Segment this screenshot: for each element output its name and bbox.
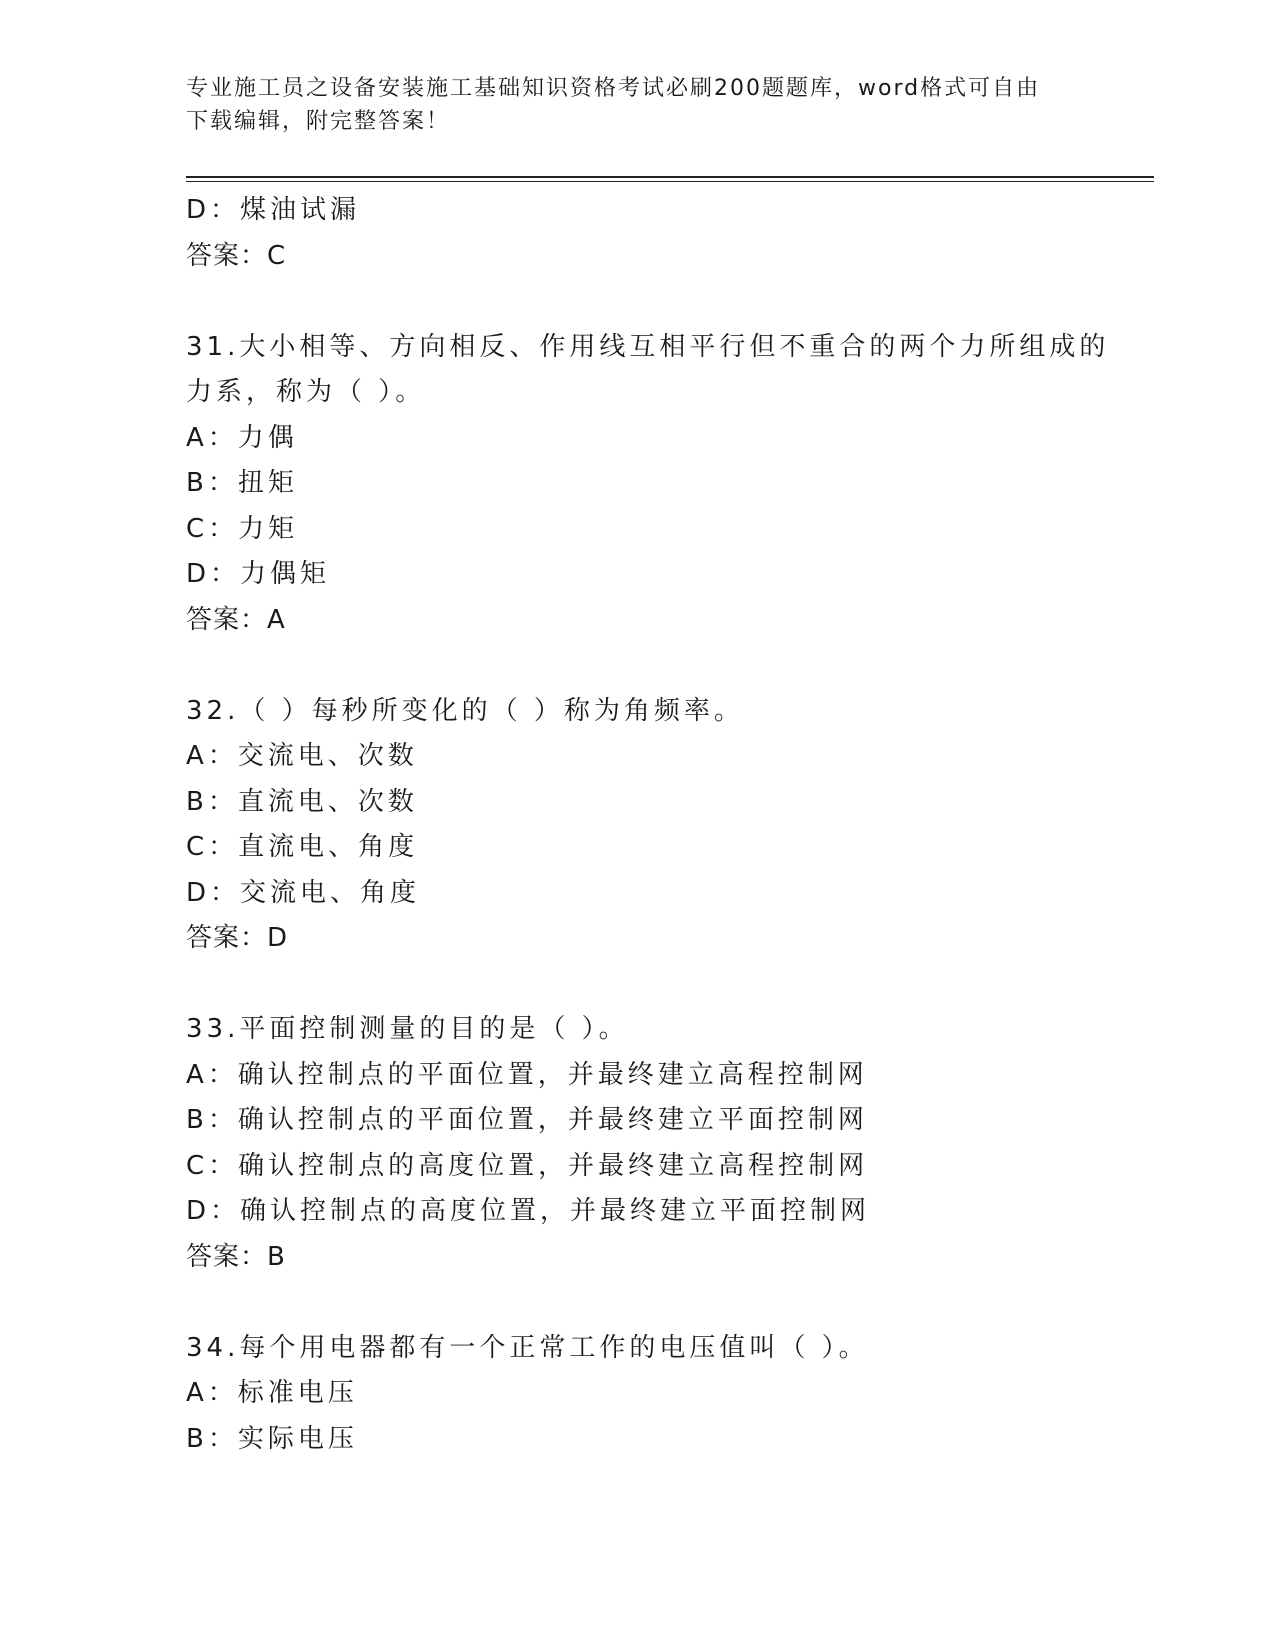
question-list xyxy=(186,188,1126,1462)
option-b: B：确认控制点的平面位置，并最终建立平面控制网 xyxy=(186,1105,868,1135)
answer-line: 答案：D xyxy=(186,923,289,953)
option-c: C：力矩 xyxy=(186,513,299,544)
answer-line: 答案：C xyxy=(186,240,287,271)
option-c: C：直流电、角度 xyxy=(186,832,419,862)
option-d: D：交流电、角度 xyxy=(186,877,421,908)
option-c: C：确认控制点的高度位置，并最终建立高程控制网 xyxy=(186,1150,869,1181)
answer-line: 答案：B xyxy=(186,1241,286,1272)
option-d: D：煤油试漏 xyxy=(186,195,361,225)
option-b: B：实际电压 xyxy=(186,1423,358,1454)
question-34 xyxy=(186,1326,1126,1463)
previous-question-tail xyxy=(186,188,1126,279)
document-header xyxy=(186,72,1086,138)
header-line-2: 下载编辑，附完整答案！ xyxy=(186,109,451,134)
option-b: B：直流电、次数 xyxy=(186,786,418,817)
question-32 xyxy=(186,689,1126,962)
option-a: A：确认控制点的平面位置，并最终建立高程控制网 xyxy=(186,1059,868,1090)
option-d: D：力偶矩 xyxy=(186,559,331,589)
option-b: B：扭矩 xyxy=(186,468,298,498)
header-divider-thin xyxy=(186,181,1154,182)
question-text: 34.每个用电器都有一个正常工作的电压值叫（ ）。 xyxy=(186,1332,869,1363)
spacer xyxy=(186,279,1126,325)
header-divider-thick xyxy=(186,176,1154,178)
spacer xyxy=(186,643,1126,689)
question-text: 31.大小相等、方向相反、作用线互相平行但不重合的两个力所组成的 xyxy=(186,331,1110,362)
option-a: A：交流电、次数 xyxy=(186,741,418,771)
answer-line: 答案：A xyxy=(186,604,286,635)
header-line-1: 专业施工员之设备安装施工基础知识资格考试必刷200题题库，word格式可自由 xyxy=(186,76,1041,101)
option-a: A：力偶 xyxy=(186,422,298,453)
question-text: 33.平面控制测量的目的是（ ）。 xyxy=(186,1014,629,1044)
question-31 xyxy=(186,325,1126,644)
question-text-continued: 力系，称为（ ）。 xyxy=(186,377,426,407)
question-text: 32.（ ）每秒所变化的（ ）称为角频率。 xyxy=(186,695,744,726)
spacer xyxy=(186,962,1126,1008)
option-d: D：确认控制点的高度位置，并最终建立平面控制网 xyxy=(186,1196,871,1226)
question-33 xyxy=(186,1007,1126,1280)
option-a: A：标准电压 xyxy=(186,1378,358,1408)
spacer xyxy=(186,1280,1126,1326)
